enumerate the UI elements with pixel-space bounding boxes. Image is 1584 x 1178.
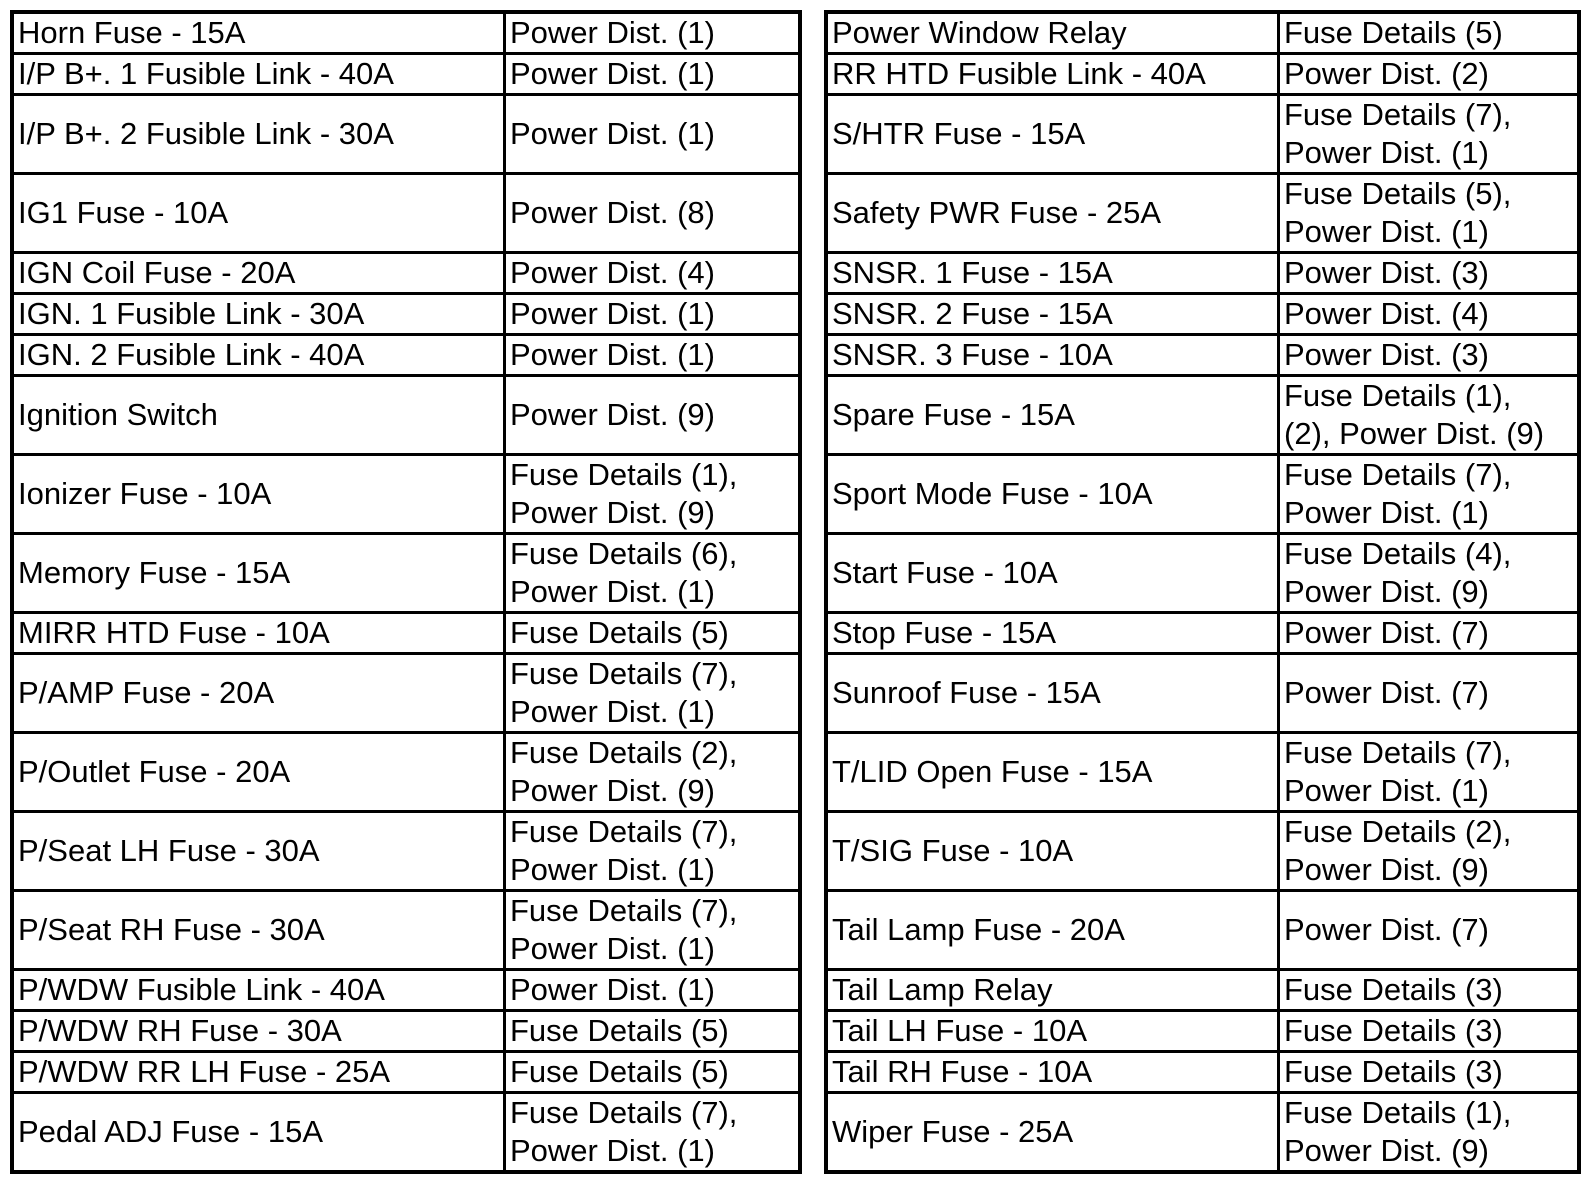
component-name-cell: Tail Lamp Relay (826, 970, 1279, 1011)
location-reference-line: Power Dist. (9) (1284, 574, 1489, 609)
component-name-cell: P/Seat RH Fuse - 30A (12, 891, 505, 970)
component-name-cell: SNSR. 2 Fuse - 15A (826, 294, 1279, 335)
location-reference-cell (505, 733, 801, 812)
table-row (12, 376, 800, 455)
table-row (12, 54, 800, 95)
location-reference-line: Fuse Details (5) (510, 1054, 729, 1089)
component-name-cell: IGN Coil Fuse - 20A (12, 253, 505, 294)
table-row (826, 534, 1579, 613)
component-name-cell: MIRR HTD Fuse - 10A (12, 613, 505, 654)
location-reference-line: Fuse Details (3) (1284, 1054, 1503, 1089)
location-reference-line: Power Dist. (1) (1284, 214, 1489, 249)
location-reference-cell (1279, 455, 1580, 534)
location-reference-cell (1279, 891, 1580, 970)
location-reference-line: Power Dist. (7) (1284, 912, 1489, 947)
table-row (826, 95, 1579, 174)
component-index-table-left (10, 10, 802, 1174)
table-row (826, 613, 1579, 654)
location-reference-line: (2), Power Dist. (9) (1284, 416, 1545, 451)
location-reference-cell (505, 12, 801, 54)
component-name-cell: P/AMP Fuse - 20A (12, 654, 505, 733)
location-reference-line: Fuse Details (2), (1284, 814, 1512, 849)
table-row (12, 174, 800, 253)
location-reference-cell (1279, 54, 1580, 95)
location-reference-cell (1279, 294, 1580, 335)
component-name-cell: I/P B+. 2 Fusible Link - 30A (12, 95, 505, 174)
component-name-cell: Safety PWR Fuse - 25A (826, 174, 1279, 253)
location-reference-cell (505, 1011, 801, 1052)
location-reference-line: Power Dist. (1) (510, 852, 715, 887)
table-row (826, 1052, 1579, 1093)
location-reference-cell (505, 812, 801, 891)
component-index-table-right (824, 10, 1581, 1174)
component-name-cell: P/Seat LH Fuse - 30A (12, 812, 505, 891)
table-row (826, 1011, 1579, 1052)
left-table-body (12, 12, 800, 1172)
location-reference-line: Power Dist. (1) (510, 337, 715, 372)
location-reference-line: Fuse Details (2), (510, 735, 738, 770)
location-reference-line: Power Dist. (9) (510, 495, 715, 530)
location-reference-line: Power Dist. (1) (510, 931, 715, 966)
table-row (826, 174, 1579, 253)
component-name-cell: Tail LH Fuse - 10A (826, 1011, 1279, 1052)
right-table-body (826, 12, 1579, 1172)
location-reference-line: Power Dist. (1) (510, 56, 715, 91)
location-reference-line: Power Dist. (7) (1284, 675, 1489, 710)
location-reference-cell (1279, 534, 1580, 613)
component-name-cell: Stop Fuse - 15A (826, 613, 1279, 654)
table-row (826, 891, 1579, 970)
component-name-cell: RR HTD Fusible Link - 40A (826, 54, 1279, 95)
component-name-cell: P/Outlet Fuse - 20A (12, 733, 505, 812)
location-reference-line: Power Dist. (1) (1284, 495, 1489, 530)
component-name-cell: Pedal ADJ Fuse - 15A (12, 1093, 505, 1173)
component-name-cell: Ignition Switch (12, 376, 505, 455)
table-row (12, 1052, 800, 1093)
location-reference-cell (505, 1052, 801, 1093)
table-row (826, 376, 1579, 455)
component-name-cell: IGN. 2 Fusible Link - 40A (12, 335, 505, 376)
table-row (826, 12, 1579, 54)
location-reference-line: Power Dist. (9) (510, 397, 715, 432)
component-name-cell: Power Window Relay (826, 12, 1279, 54)
location-reference-line: Power Dist. (3) (1284, 255, 1489, 290)
location-reference-line: Power Dist. (8) (510, 195, 715, 230)
component-name-cell: Sport Mode Fuse - 10A (826, 455, 1279, 534)
location-reference-cell (1279, 95, 1580, 174)
location-reference-cell (505, 294, 801, 335)
component-name-cell: Sunroof Fuse - 15A (826, 654, 1279, 733)
location-reference-line: Fuse Details (7), (1284, 735, 1512, 770)
location-reference-line: Fuse Details (7), (510, 656, 738, 691)
location-reference-line: Power Dist. (3) (1284, 337, 1489, 372)
table-row (826, 654, 1579, 733)
table-row (12, 812, 800, 891)
location-reference-cell (1279, 335, 1580, 376)
table-row (12, 95, 800, 174)
table-row (12, 654, 800, 733)
location-reference-line: Power Dist. (2) (1284, 56, 1489, 91)
component-name-cell: P/WDW Fusible Link - 40A (12, 970, 505, 1011)
location-reference-line: Power Dist. (4) (1284, 296, 1489, 331)
component-name-cell: S/HTR Fuse - 15A (826, 95, 1279, 174)
location-reference-line: Power Dist. (1) (510, 574, 715, 609)
component-name-cell: T/SIG Fuse - 10A (826, 812, 1279, 891)
location-reference-cell (505, 1093, 801, 1173)
location-reference-line: Fuse Details (7), (510, 1095, 738, 1130)
table-row (826, 253, 1579, 294)
component-name-cell: T/LID Open Fuse - 15A (826, 733, 1279, 812)
component-name-cell: Start Fuse - 10A (826, 534, 1279, 613)
location-reference-cell (1279, 1093, 1580, 1173)
location-reference-line: Power Dist. (9) (510, 773, 715, 808)
component-name-cell: SNSR. 1 Fuse - 15A (826, 253, 1279, 294)
component-name-cell: IGN. 1 Fusible Link - 30A (12, 294, 505, 335)
table-row (12, 1011, 800, 1052)
table-row (826, 54, 1579, 95)
location-reference-line: Power Dist. (4) (510, 255, 715, 290)
component-name-cell: Horn Fuse - 15A (12, 12, 505, 54)
location-reference-line: Fuse Details (1), (1284, 378, 1512, 413)
table-row (826, 733, 1579, 812)
table-row (12, 12, 800, 54)
location-reference-cell (1279, 1011, 1580, 1052)
table-row (12, 455, 800, 534)
location-reference-line: Power Dist. (9) (1284, 1133, 1489, 1168)
location-reference-line: Power Dist. (1) (510, 15, 715, 50)
location-reference-cell (1279, 970, 1580, 1011)
location-reference-cell (1279, 253, 1580, 294)
location-reference-line: Fuse Details (7), (510, 814, 738, 849)
location-reference-cell (505, 970, 801, 1011)
location-reference-line: Fuse Details (1), (510, 457, 738, 492)
location-reference-cell (505, 95, 801, 174)
location-reference-cell (505, 455, 801, 534)
location-reference-cell (505, 613, 801, 654)
location-reference-cell (1279, 376, 1580, 455)
component-name-cell: P/WDW RR LH Fuse - 25A (12, 1052, 505, 1093)
component-name-cell: I/P B+. 1 Fusible Link - 40A (12, 54, 505, 95)
location-reference-line: Fuse Details (5) (1284, 15, 1503, 50)
location-reference-line: Power Dist. (9) (1284, 852, 1489, 887)
table-row (12, 253, 800, 294)
location-reference-line: Fuse Details (7), (510, 893, 738, 928)
component-name-cell: Tail Lamp Fuse - 20A (826, 891, 1279, 970)
table-row (12, 1093, 800, 1173)
location-reference-line: Power Dist. (1) (510, 972, 715, 1007)
table-row (12, 335, 800, 376)
component-name-cell: Memory Fuse - 15A (12, 534, 505, 613)
location-reference-cell (1279, 733, 1580, 812)
component-name-cell: P/WDW RH Fuse - 30A (12, 1011, 505, 1052)
component-name-cell: IG1 Fuse - 10A (12, 174, 505, 253)
location-reference-line: Fuse Details (5) (510, 615, 729, 650)
location-reference-cell (1279, 174, 1580, 253)
location-reference-line: Power Dist. (1) (510, 1133, 715, 1168)
location-reference-line: Fuse Details (5), (1284, 176, 1512, 211)
location-reference-line: Fuse Details (3) (1284, 972, 1503, 1007)
location-reference-cell (505, 376, 801, 455)
table-row (12, 733, 800, 812)
table-row (826, 455, 1579, 534)
location-reference-cell (1279, 1052, 1580, 1093)
location-reference-cell (505, 534, 801, 613)
table-row (12, 891, 800, 970)
table-row (12, 970, 800, 1011)
location-reference-cell (1279, 613, 1580, 654)
location-reference-line: Fuse Details (3) (1284, 1013, 1503, 1048)
location-reference-line: Fuse Details (7), (1284, 457, 1512, 492)
location-reference-line: Power Dist. (1) (1284, 135, 1489, 170)
table-row (826, 812, 1579, 891)
component-name-cell: SNSR. 3 Fuse - 10A (826, 335, 1279, 376)
table-row (12, 613, 800, 654)
location-reference-cell (505, 174, 801, 253)
location-reference-cell (505, 253, 801, 294)
location-reference-line: Fuse Details (7), (1284, 97, 1512, 132)
location-reference-line: Power Dist. (1) (510, 116, 715, 151)
component-name-cell: Tail RH Fuse - 10A (826, 1052, 1279, 1093)
component-name-cell: Ionizer Fuse - 10A (12, 455, 505, 534)
table-row (12, 294, 800, 335)
location-reference-cell (1279, 12, 1580, 54)
location-reference-line: Power Dist. (1) (1284, 773, 1489, 808)
location-reference-cell (1279, 654, 1580, 733)
location-reference-line: Fuse Details (6), (510, 536, 738, 571)
location-reference-cell (505, 891, 801, 970)
component-name-cell: Spare Fuse - 15A (826, 376, 1279, 455)
table-row (826, 294, 1579, 335)
location-reference-line: Power Dist. (1) (510, 694, 715, 729)
table-row (12, 534, 800, 613)
location-reference-cell (1279, 812, 1580, 891)
location-reference-line: Power Dist. (1) (510, 296, 715, 331)
location-reference-cell (505, 335, 801, 376)
location-reference-cell (505, 54, 801, 95)
location-reference-line: Fuse Details (5) (510, 1013, 729, 1048)
location-reference-line: Fuse Details (4), (1284, 536, 1512, 571)
location-reference-line: Power Dist. (7) (1284, 615, 1489, 650)
location-reference-cell (505, 654, 801, 733)
table-row (826, 335, 1579, 376)
table-row (826, 1093, 1579, 1173)
component-name-cell: Wiper Fuse - 25A (826, 1093, 1279, 1173)
location-reference-line: Fuse Details (1), (1284, 1095, 1512, 1130)
table-row (826, 970, 1579, 1011)
